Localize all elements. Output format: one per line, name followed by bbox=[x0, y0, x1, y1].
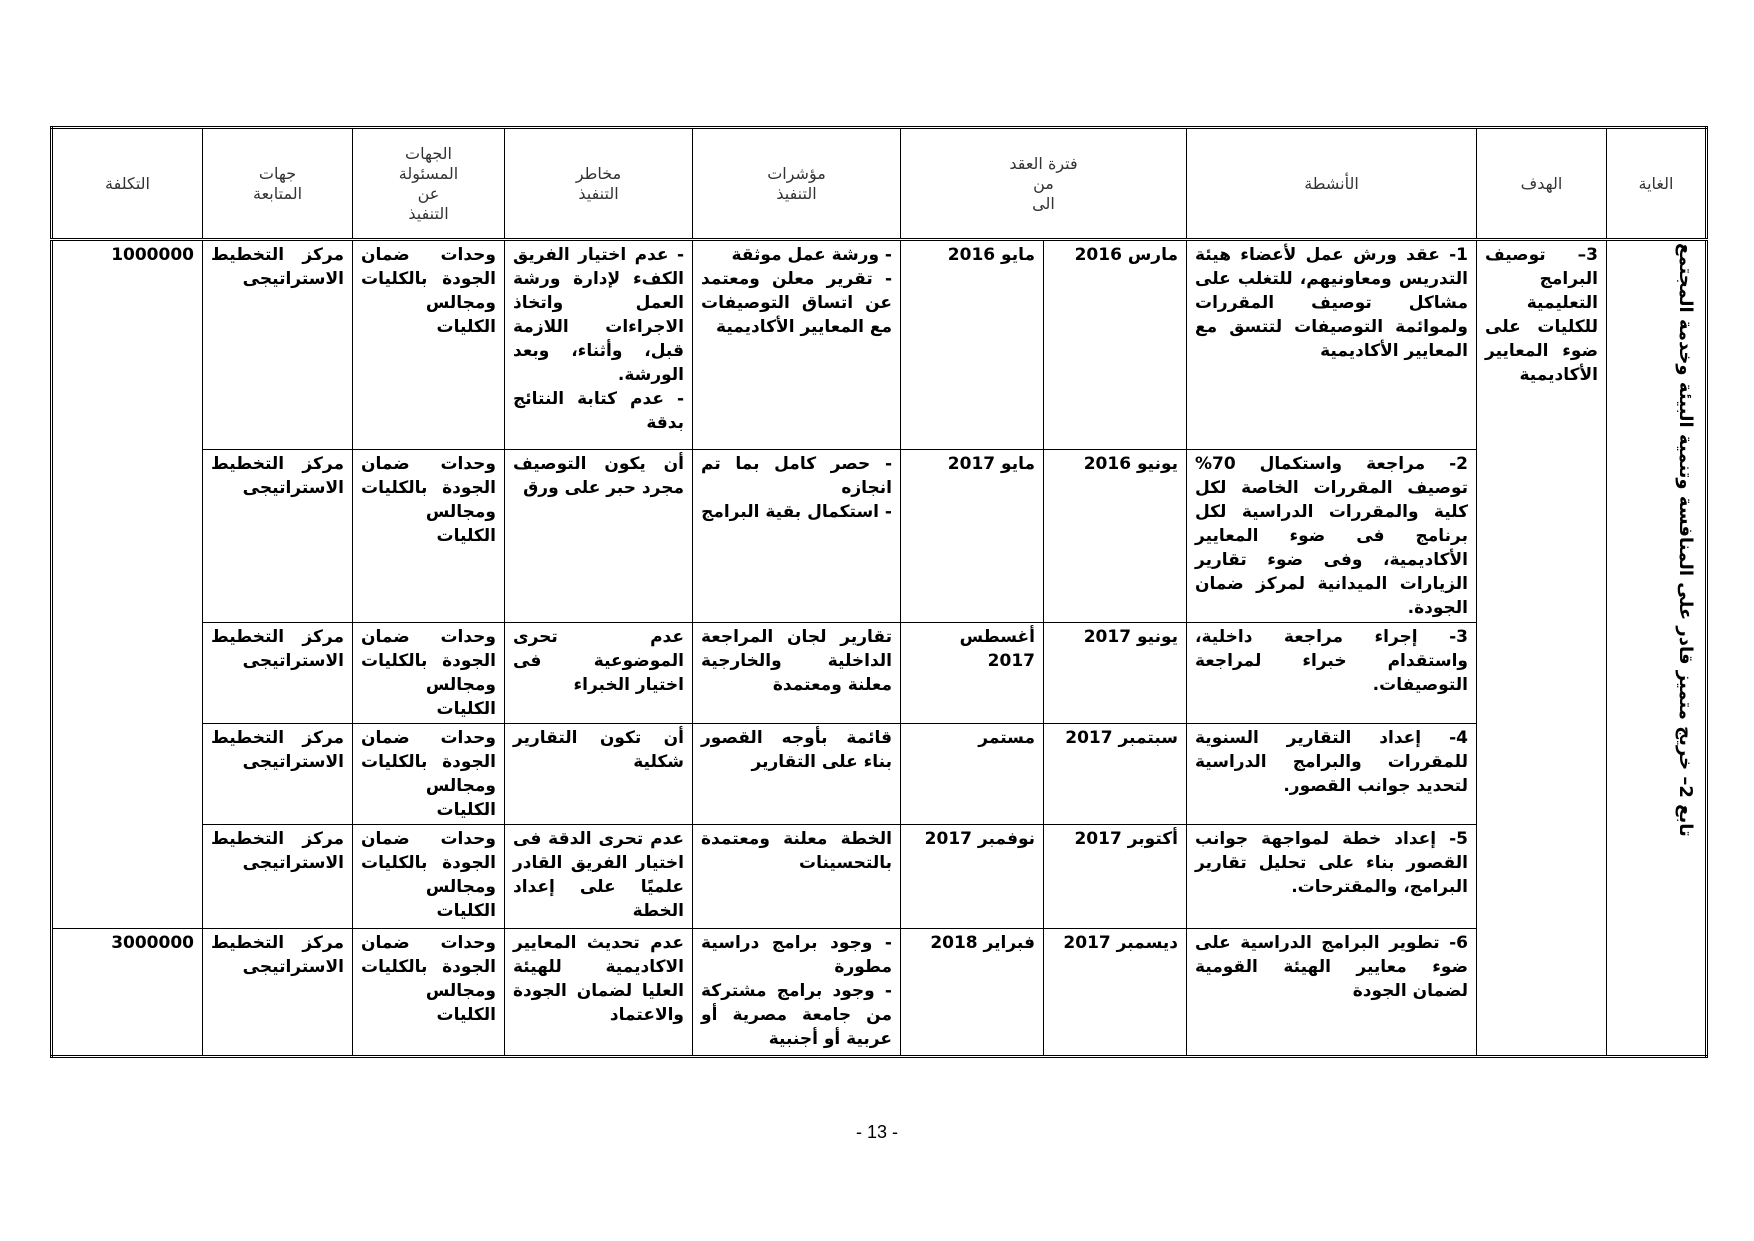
responsible-cell: وحدات ضمان الجودة بالكليات ومجالس الكليات bbox=[353, 929, 505, 1057]
followup-cell: مركز التخطيط الاستراتيجى bbox=[203, 450, 353, 623]
to-date: أغسطس 2017 bbox=[901, 623, 1044, 724]
from-date: أكتوبر 2017 bbox=[1044, 825, 1187, 929]
aim-cell: تابع 2– خريج متميز قادر على المنافسة وتنمية البيئة وخدمة المجتمع bbox=[1607, 240, 1707, 1057]
risks-cell: أن تكون التقارير شكلية bbox=[505, 724, 693, 825]
to-date: نوفمبر 2017 bbox=[901, 825, 1044, 929]
activity-cell: 5- إعداد خطة لمواجهة جوانب القصور بناء على تحليل تقارير البرامج، والمقترحات. bbox=[1187, 825, 1477, 929]
from-date: مارس 2016 bbox=[1044, 240, 1187, 450]
header-indicators: مؤشرات التنفيذ bbox=[693, 128, 901, 240]
indicators-cell: قائمة بأوجه القصور بناء على التقارير bbox=[693, 724, 901, 825]
from-date: يونيو 2016 bbox=[1044, 450, 1187, 623]
cost-cell: 1000000 bbox=[52, 240, 203, 929]
header-aim: الغاية bbox=[1607, 128, 1707, 240]
risks-cell: عدم تحرى الدقة فى اختيار الفريق القادر علميًا على إعداد الخطة bbox=[505, 825, 693, 929]
indicators-cell: - حصر كامل بما تم انجازه - استكمال بقية البرامج bbox=[693, 450, 901, 623]
page-number: - 13 - bbox=[855, 1122, 898, 1142]
responsible-cell: وحدات ضمان الجودة بالكليات ومجالس الكليات bbox=[353, 240, 505, 450]
header-cost: التكلفة bbox=[52, 128, 203, 240]
header-responsible: الجهات المسئولة عن التنفيذ bbox=[353, 128, 505, 240]
responsible-cell: وحدات ضمان الجودة بالكليات ومجالس الكليات bbox=[353, 724, 505, 825]
followup-cell: مركز التخطيط الاستراتيجى bbox=[203, 724, 353, 825]
table-row bbox=[52, 929, 1707, 1057]
activity-cell: 2- مراجعة واستكمال 70% توصيف المقررات الخاصة لكل كلية والمقررات الدراسية لكل برنامج فى ضوء المعايير الأكاديمية، وفى ضوء تقارير الزيارات الميدانية لمركز ضمان الجودة. bbox=[1187, 450, 1477, 623]
activity-cell: 6- تطوير البرامج الدراسية على ضوء معايير الهيئة القومية لضمان الجودة bbox=[1187, 929, 1477, 1057]
header-goal: الهدف bbox=[1477, 128, 1607, 240]
to-date: فبراير 2018 bbox=[901, 929, 1044, 1057]
followup-cell: مركز التخطيط الاستراتيجى bbox=[203, 240, 353, 450]
header-risks: مخاطر التنفيذ bbox=[505, 128, 693, 240]
table-row bbox=[52, 623, 1707, 724]
indicators-cell: - وجود برامج دراسية مطورة - وجود برامج مشتركة من جامعة مصرية أو عربية أو أجنبية bbox=[693, 929, 901, 1057]
table-row bbox=[52, 450, 1707, 623]
to-date: مايو 2017 bbox=[901, 450, 1044, 623]
risks-cell: عدم تحديث المعايير الاكاديمية للهيئة العليا لضمان الجودة والاعتماد bbox=[505, 929, 693, 1057]
cost-cell: 3000000 bbox=[52, 929, 203, 1057]
strategic-plan-table bbox=[50, 126, 1708, 1058]
header-row bbox=[52, 128, 1707, 240]
risks-cell: عدم تحرى الموضوعية فى اختيار الخبراء bbox=[505, 623, 693, 724]
to-date: مايو 2016 bbox=[901, 240, 1044, 450]
risks-cell: أن يكون التوصيف مجرد حبر على ورق bbox=[505, 450, 693, 623]
responsible-cell: وحدات ضمان الجودة بالكليات ومجالس الكليات bbox=[353, 825, 505, 929]
indicators-cell: - ورشة عمل موثقة - تقرير معلن ومعتمد عن اتساق التوصيفات مع المعايير الأكاديمية bbox=[693, 240, 901, 450]
indicators-cell: الخطة معلنة ومعتمدة بالتحسينات bbox=[693, 825, 901, 929]
header-activities: الأنشطة bbox=[1187, 128, 1477, 240]
table-row bbox=[52, 240, 1707, 450]
responsible-cell: وحدات ضمان الجودة بالكليات ومجالس الكليات bbox=[353, 623, 505, 724]
goal-cell: 3– توصيف البرامج التعليمية للكليات على ضوء المعايير الأكاديمية bbox=[1477, 240, 1607, 1057]
indicators-cell: تقارير لجان المراجعة الداخلية والخارجية معلنة ومعتمدة bbox=[693, 623, 901, 724]
header-period: فترة العقد من الى bbox=[901, 128, 1187, 240]
from-date: ديسمبر 2017 bbox=[1044, 929, 1187, 1057]
header-followup: جهات المتابعة bbox=[203, 128, 353, 240]
activity-cell: 4- إعداد التقارير السنوية للمقررات والبرامج الدراسية لتحديد جوانب القصور. bbox=[1187, 724, 1477, 825]
from-date: يونيو 2017 bbox=[1044, 623, 1187, 724]
followup-cell: مركز التخطيط الاستراتيجى bbox=[203, 929, 353, 1057]
table-row bbox=[52, 825, 1707, 929]
followup-cell: مركز التخطيط الاستراتيجى bbox=[203, 623, 353, 724]
risks-cell: - عدم اختيار الفريق الكفء لإدارة ورشة العمل واتخاذ الاجراءات اللازمة قبل، وأثناء، وبعد الورشة. - عدم كتابة النتائج بدقة bbox=[505, 240, 693, 450]
from-date: سبتمبر 2017 bbox=[1044, 724, 1187, 825]
followup-cell: مركز التخطيط الاستراتيجى bbox=[203, 825, 353, 929]
activity-cell: 3- إجراء مراجعة داخلية، واستقدام خبراء لمراجعة التوصيفات. bbox=[1187, 623, 1477, 724]
activity-cell: 1- عقد ورش عمل لأعضاء هيئة التدريس ومعاونيهم، للتغلب على مشاكل توصيف المقررات ولموائمة التوصيفات لتتسق مع المعايير الأكاديمية bbox=[1187, 240, 1477, 450]
to-date: مستمر bbox=[901, 724, 1044, 825]
table-row bbox=[52, 724, 1707, 825]
responsible-cell: وحدات ضمان الجودة بالكليات ومجالس الكليات bbox=[353, 450, 505, 623]
